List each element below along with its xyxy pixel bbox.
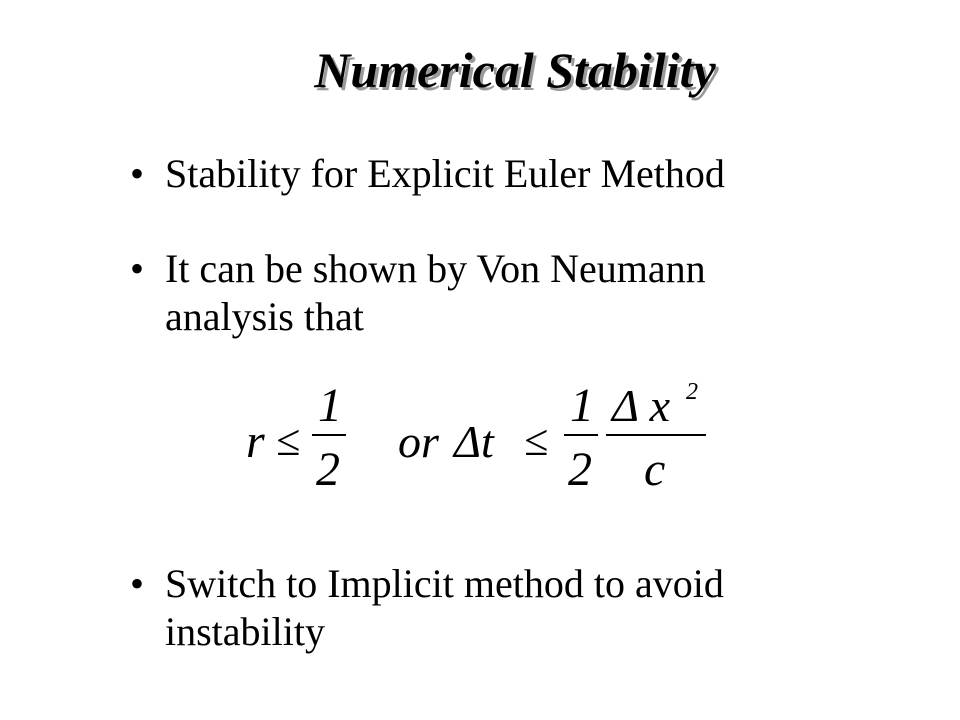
- formula-lhs-r: r: [246, 415, 265, 468]
- formula-num-3-base: Δ x: [612, 380, 671, 431]
- formula-or: or: [398, 416, 439, 467]
- bullet-text: Stability for Explicit Euler Method: [165, 151, 725, 196]
- formula-den-1: 2: [316, 443, 340, 495]
- stability-formula: [240, 375, 720, 495]
- bullet-text-line-2: analysis that: [165, 294, 364, 339]
- bullet-dot: •: [130, 246, 145, 291]
- bullet-text-line-1: It can be shown by Von Neumann: [165, 246, 706, 291]
- formula-lhs-delta-t: Δt: [454, 416, 494, 467]
- bullet-dot: •: [130, 151, 145, 196]
- bullet-dot: •: [130, 561, 145, 606]
- slide-title: Numerical Stability: [314, 42, 716, 98]
- formula-den-2: 2: [568, 443, 592, 495]
- formula-num-3-exponent: 2: [686, 379, 698, 405]
- formula-num-2: 1: [570, 379, 594, 432]
- bullet-stability-explicit-euler: [130, 150, 725, 198]
- formula-leq-2: ≤: [524, 416, 549, 465]
- formula-num-1: 1: [318, 379, 342, 432]
- formula-den-3: c: [644, 443, 666, 495]
- formula-leq-1: ≤: [276, 416, 301, 465]
- stability-formula-svg: [240, 375, 720, 495]
- bullet-switch-to-implicit: [130, 560, 724, 656]
- bullet-text-line-2: instability: [165, 609, 325, 654]
- bullet-von-neumann-analysis: [130, 245, 706, 341]
- bullet-text-line-1: Switch to Implicit method to avoid: [165, 561, 724, 606]
